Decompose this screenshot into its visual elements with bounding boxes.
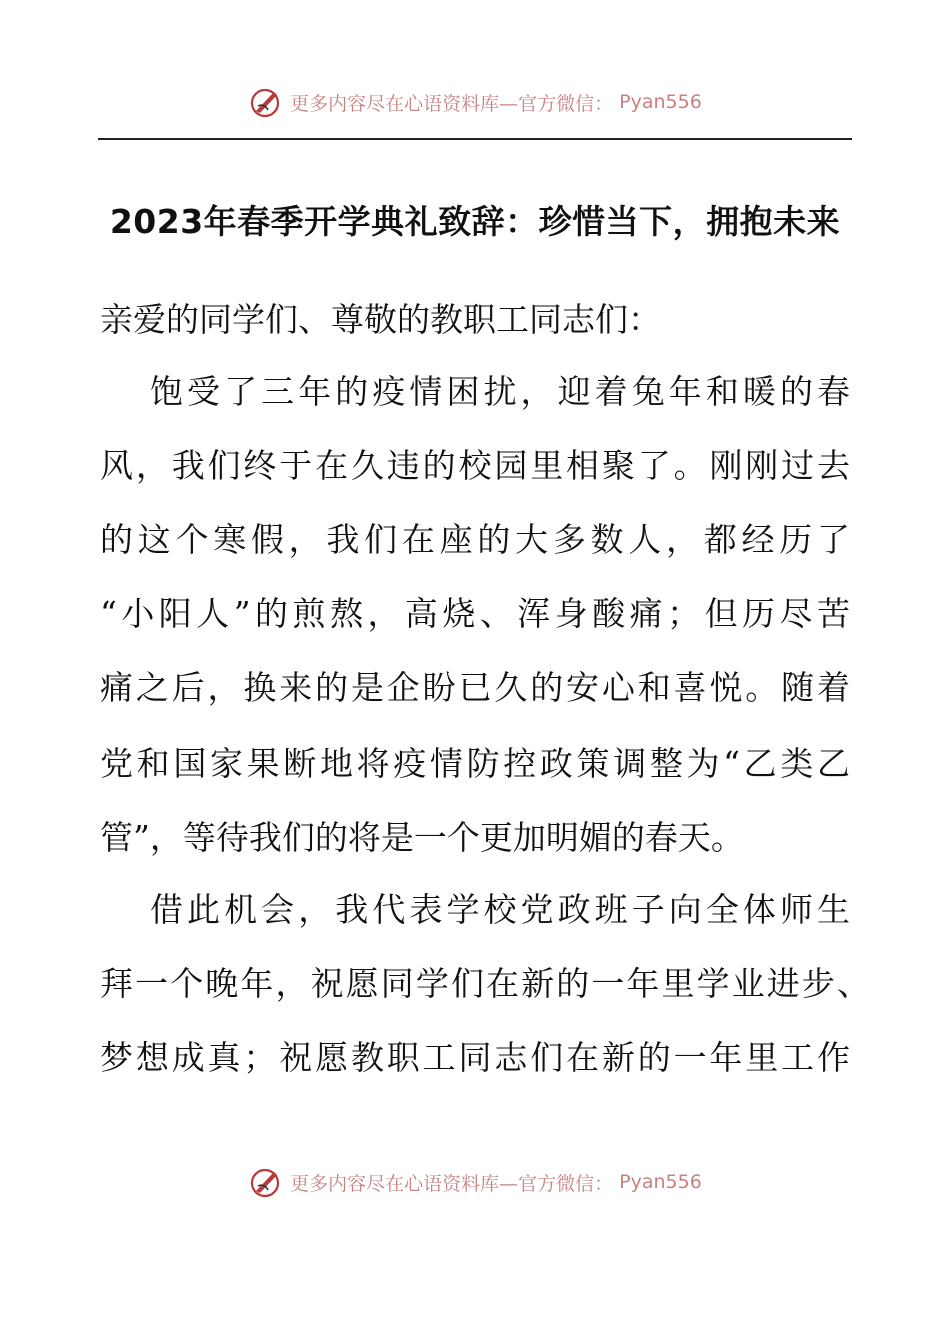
header-divider xyxy=(98,138,852,140)
footer-watermark xyxy=(0,1164,950,1200)
paragraph-line: 管”，等待我们的将是一个更加明媚的春天。 xyxy=(100,818,744,857)
watermark-text: 更多内容尽在心语资料库—官方微信： xyxy=(290,1172,614,1195)
watermark-wechat-id: Pyan556 xyxy=(619,1171,702,1193)
paragraph-line: 风，我们终于在久违的校园里相聚了。刚刚过去 xyxy=(100,446,850,485)
salutation: 亲爱的同学们、尊敬的教职工同志们： xyxy=(100,300,661,339)
paragraph-line: 痛之后，换来的是企盼已久的安心和喜悦。随着 xyxy=(100,668,850,707)
watermark-wechat-id: Pyan556 xyxy=(619,91,702,113)
quill-seal-icon xyxy=(248,84,284,120)
paragraph-line: 饱受了三年的疫情困扰，迎着兔年和暖的春 xyxy=(150,372,850,411)
document-title: 2023年春季开学典礼致辞：珍惜当下，拥抱未来 xyxy=(109,202,841,241)
watermark-text: 更多内容尽在心语资料库—官方微信： xyxy=(290,92,614,115)
paragraph-line: “小阳人”的煎熬，高烧、浑身酸痛；但历尽苦 xyxy=(100,594,850,633)
quill-seal-icon xyxy=(248,1164,284,1200)
paragraph-line: 党和国家果断地将疫情防控政策调整为“乙类乙 xyxy=(100,744,850,783)
paragraph-line: 梦想成真；祝愿教职工同志们在新的一年里工作 xyxy=(100,1038,850,1077)
paragraph-line: 的这个寒假，我们在座的大多数人，都经历了 xyxy=(100,520,850,559)
header-watermark xyxy=(0,84,950,120)
paragraph-line: 拜一个晚年，祝愿同学们在新的一年里学业进步、 xyxy=(100,964,870,1003)
paragraph-line: 借此机会，我代表学校党政班子向全体师生 xyxy=(150,890,850,929)
